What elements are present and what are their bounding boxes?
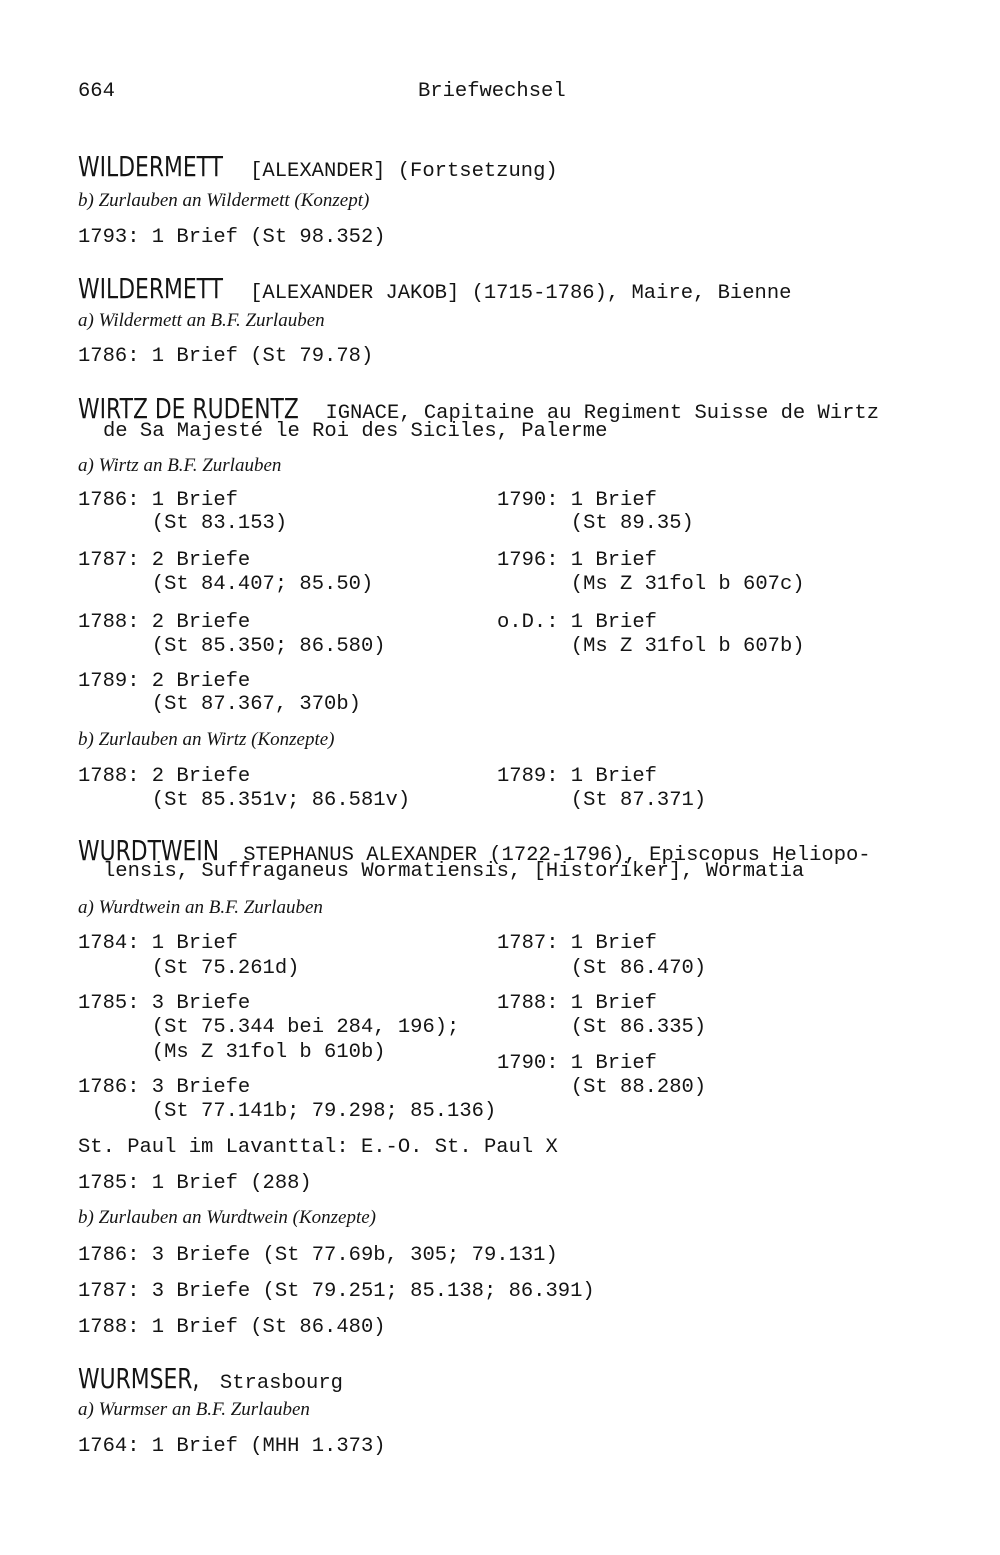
entry-name: WILDERMETT: [78, 150, 223, 183]
section-heading: b) Zurlauben an Wirtz (Konzepte): [78, 729, 335, 750]
letter-record: 1784: 1 Brief: [78, 932, 238, 955]
letter-signature: (Ms Z 31fol b 610b): [78, 1041, 386, 1064]
entry-name: WILDERMETT: [78, 272, 223, 305]
letter-record: 1796: 1 Brief: [497, 549, 657, 572]
letter-signature: (Ms Z 31fol b 607b): [497, 635, 805, 658]
entry-descriptor: Strasbourg: [207, 1372, 343, 1395]
entry-heading-wildermett-2: [78, 272, 791, 305]
section-heading: a) Wildermett an B.F. Zurlauben: [78, 310, 325, 331]
letter-signature: (St 84.407; 85.50): [78, 573, 374, 596]
letter-signature: (St 75.344 bei 284, 196);: [78, 1016, 460, 1039]
letter-record: 1786: 1 Brief (St 79.78): [78, 345, 374, 368]
entry-name: WIRTZ DE RUDENTZ: [78, 392, 299, 425]
letter-record: 1786: 3 Briefe (St 77.69b, 305; 79.131): [78, 1244, 558, 1267]
archive-source: St. Paul im Lavanttal: E.-O. St. Paul X: [78, 1136, 558, 1159]
entry-descriptor-continued: de Sa Majesté le Roi des Siciles, Palerme: [103, 420, 608, 443]
letter-signature: (St 75.261d): [78, 957, 300, 980]
letter-signature: (Ms Z 31fol b 607c): [497, 573, 805, 596]
entry-name: WURMSER,: [78, 1362, 200, 1395]
letter-signature: (St 89.35): [497, 512, 694, 535]
letter-record: 1786: 3 Briefe: [78, 1076, 251, 1099]
section-heading: b) Zurlauben an Wurdtwein (Konzepte): [78, 1207, 376, 1228]
section-heading: b) Zurlauben an Wildermett (Konzept): [78, 190, 370, 211]
letter-signature: (St 86.335): [497, 1016, 707, 1039]
entry-name: WURDTWEIN: [78, 834, 220, 867]
letter-record: 1789: 1 Brief: [497, 765, 657, 788]
letter-record: 1793: 1 Brief (St 98.352): [78, 226, 386, 249]
letter-signature: (St 85.351v; 86.581v): [78, 789, 411, 812]
section-heading: a) Wurmser an B.F. Zurlauben: [78, 1399, 310, 1420]
entry-descriptor: [ALEXANDER] (Fortsetzung): [237, 160, 558, 183]
letter-record: 1785: 3 Briefe: [78, 992, 251, 1015]
letter-record: 1785: 1 Brief (288): [78, 1172, 312, 1195]
letter-signature: (St 77.141b; 79.298; 85.136): [78, 1100, 497, 1123]
letter-record: 1790: 1 Brief: [497, 489, 657, 512]
letter-record: 1787: 3 Briefe (St 79.251; 85.138; 86.391): [78, 1280, 595, 1303]
letter-signature: (St 87.371): [497, 789, 707, 812]
letter-record: 1788: 1 Brief (St 86.480): [78, 1316, 386, 1339]
letter-record: 1788: 1 Brief: [497, 992, 657, 1015]
letter-record: 1790: 1 Brief: [497, 1052, 657, 1075]
letter-record: 1786: 1 Brief: [78, 489, 238, 512]
letter-record: 1787: 1 Brief: [497, 932, 657, 955]
letter-record: 1787: 2 Briefe: [78, 549, 251, 572]
letter-signature: (St 83.153): [78, 512, 288, 535]
entry-heading-wildermett-1: [78, 150, 558, 183]
letter-signature: (St 85.350; 86.580): [78, 635, 386, 658]
entry-descriptor: IGNACE, Capitaine au Regiment Suisse de Wirtz: [313, 402, 880, 425]
entry-heading-wurmser: [78, 1362, 343, 1395]
running-title: Briefwechsel: [418, 80, 566, 103]
page-number: 664: [78, 80, 115, 103]
letter-signature: (St 87.367, 370b): [78, 693, 361, 716]
letter-record: 1789: 2 Briefe: [78, 670, 251, 693]
letter-signature: (St 86.470): [497, 957, 707, 980]
section-heading: a) Wurdtwein an B.F. Zurlauben: [78, 897, 323, 918]
letter-signature: (St 88.280): [497, 1076, 707, 1099]
entry-descriptor: [ALEXANDER JAKOB] (1715-1786), Maire, Bienne: [237, 282, 792, 305]
letter-record: 1788: 2 Briefe: [78, 611, 251, 634]
section-heading: a) Wirtz an B.F. Zurlauben: [78, 455, 282, 476]
entry-descriptor-continued: lensis, Suffraganeus Wormatiensis, [Historiker], Wormatia: [103, 860, 805, 883]
letter-record: o.D.: 1 Brief: [497, 611, 657, 634]
entry-descriptor: STEPHANUS ALEXANDER (1722-1796), Episcopus Heliopo-: [230, 844, 871, 867]
letter-record: 1764: 1 Brief (MHH 1.373): [78, 1435, 386, 1458]
letter-record: 1788: 2 Briefe: [78, 765, 251, 788]
